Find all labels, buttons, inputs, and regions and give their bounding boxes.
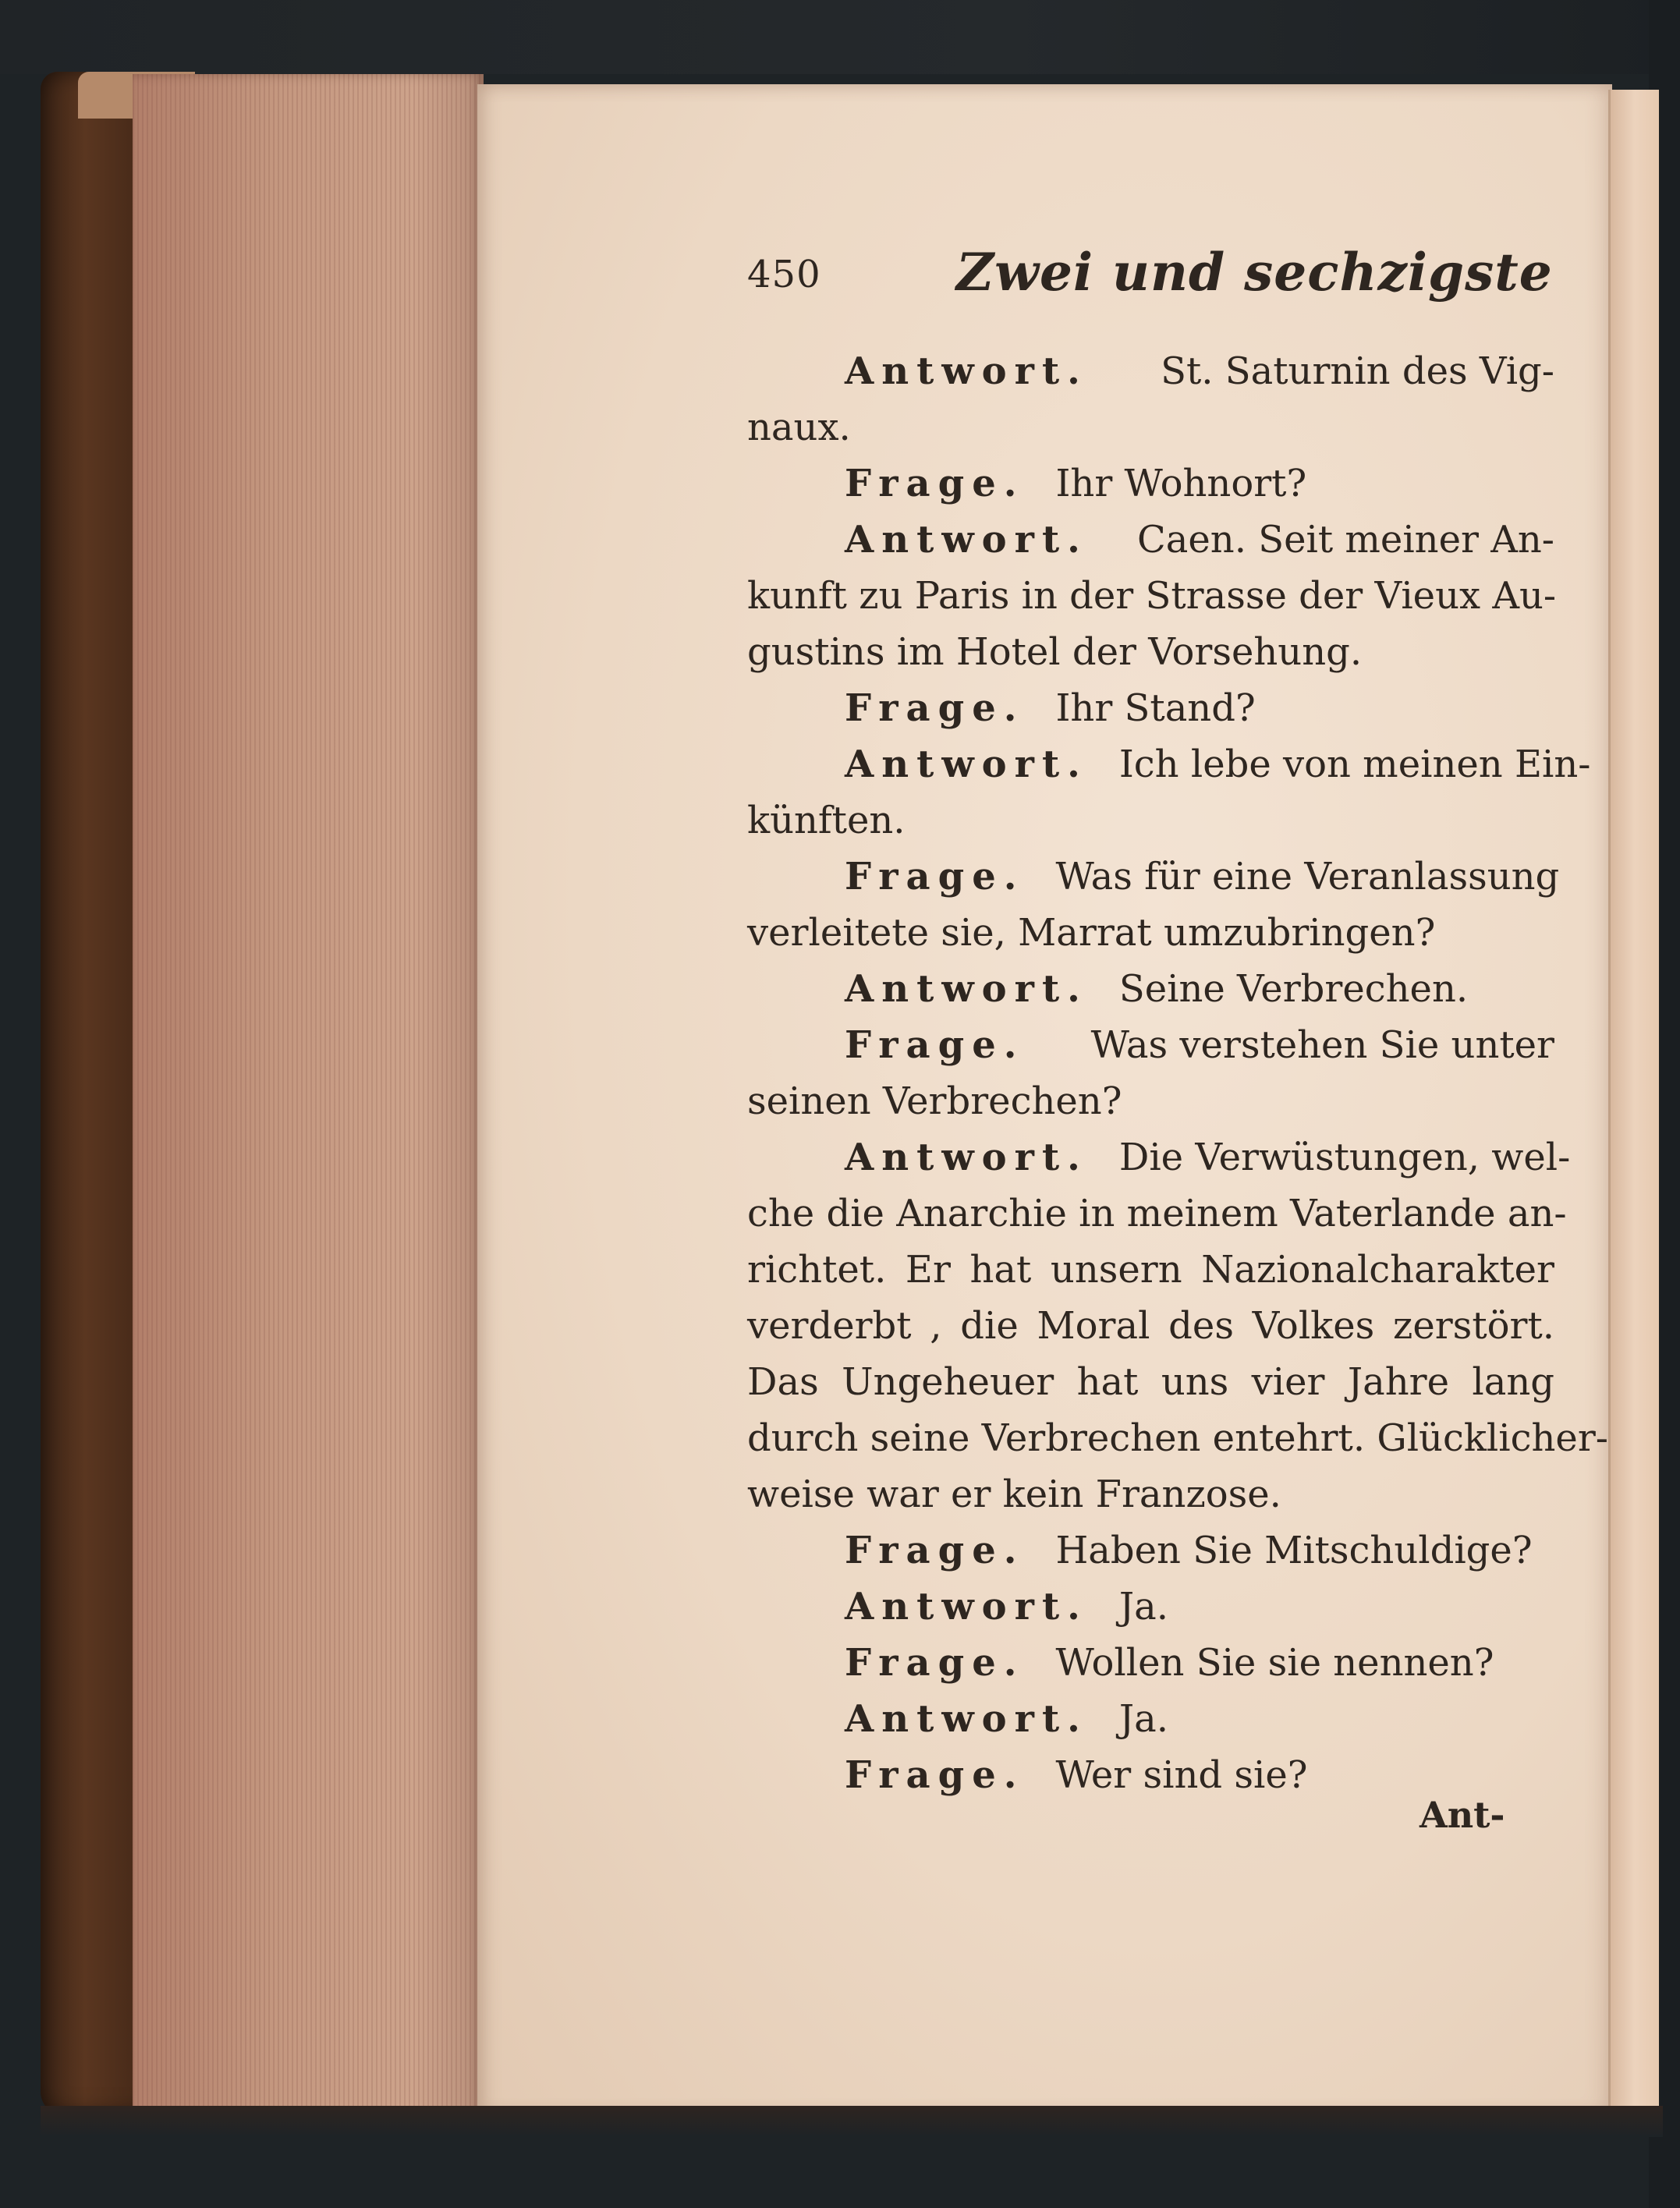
text-line bbox=[747, 792, 1554, 849]
page-number: 450 bbox=[747, 253, 821, 296]
line-text: Ja. bbox=[1118, 1697, 1168, 1741]
line-text: Was für eine Veranlassung bbox=[1055, 855, 1560, 898]
line-text: Ihr Wohnort? bbox=[1055, 462, 1307, 505]
page-body bbox=[747, 343, 1608, 1803]
text-line bbox=[747, 1635, 1554, 1691]
line-text: gustins im Hotel der Vorsehung. bbox=[747, 630, 1363, 674]
text-line bbox=[747, 568, 1557, 624]
line-text: weise war er kein Franzose. bbox=[747, 1473, 1281, 1516]
line-text: Ich lebe von meinen Ein- bbox=[1118, 742, 1591, 786]
speaker-label: Antwort. bbox=[845, 518, 1088, 562]
line-text: kunft zu Paris in der Strasse der Vieux Au- bbox=[747, 574, 1557, 618]
text-line bbox=[747, 343, 1554, 399]
text-line bbox=[747, 1298, 1554, 1354]
text-line bbox=[747, 512, 1554, 568]
line-text: Die Verwüstungen, wel- bbox=[1118, 1136, 1571, 1179]
text-line bbox=[747, 1354, 1554, 1410]
speaker-label: Antwort. bbox=[845, 349, 1088, 393]
speaker-label: Antwort. bbox=[845, 742, 1088, 786]
text-line bbox=[747, 399, 1554, 455]
speaker-label: Frage. bbox=[845, 855, 1025, 898]
text-line bbox=[747, 1466, 1554, 1522]
text-line bbox=[747, 624, 1554, 680]
text-line bbox=[747, 1129, 1571, 1186]
line-text: durch seine Verbrechen entehrt. Glücklicher- bbox=[747, 1416, 1608, 1460]
line-text: richtet. Er hat unsern Nazionalcharakter bbox=[747, 1248, 1554, 1292]
speaker-label: Frage. bbox=[845, 462, 1025, 505]
line-text: Wer sind sie? bbox=[1055, 1753, 1308, 1797]
text-line bbox=[747, 736, 1591, 792]
speaker-label: Antwort. bbox=[845, 1697, 1088, 1741]
line-text: St. Saturnin des Vig- bbox=[1161, 349, 1554, 393]
page-edges bbox=[133, 74, 484, 2118]
line-text: Seine Verbrechen. bbox=[1118, 967, 1469, 1011]
speaker-label: Antwort. bbox=[845, 1585, 1088, 1629]
text-line bbox=[747, 849, 1560, 905]
speaker-label: Frage. bbox=[845, 1023, 1025, 1067]
text-line bbox=[747, 1410, 1608, 1466]
speaker-label: Frage. bbox=[845, 1753, 1025, 1797]
speaker-label: Antwort. bbox=[845, 967, 1088, 1011]
line-text: che die Anarchie in meinem Vaterlande an- bbox=[747, 1192, 1567, 1235]
text-line bbox=[747, 1017, 1554, 1073]
running-head: Zwei und sechzigste bbox=[956, 242, 1553, 303]
line-text: Ja. bbox=[1118, 1585, 1168, 1629]
line-text: Was verstehen Sie unter bbox=[1090, 1023, 1554, 1067]
catchword: Ant- bbox=[1419, 1794, 1505, 1836]
speaker-label: Frage. bbox=[845, 1529, 1025, 1572]
speaker-label: Antwort. bbox=[845, 1136, 1088, 1179]
text-line bbox=[747, 455, 1554, 512]
speaker-label: Frage. bbox=[845, 686, 1025, 730]
speaker-label: Frage. bbox=[845, 1641, 1025, 1685]
page-header bbox=[747, 242, 1554, 312]
line-text: Ihr Stand? bbox=[1055, 686, 1256, 730]
line-text: seinen Verbrechen? bbox=[747, 1079, 1122, 1123]
bottom-shadow bbox=[41, 2106, 1663, 2137]
text-line bbox=[747, 1186, 1567, 1242]
line-text: Haben Sie Mitschuldige? bbox=[1055, 1529, 1533, 1572]
text-line bbox=[747, 1691, 1554, 1747]
text-line bbox=[747, 1522, 1554, 1579]
line-text: verderbt , die Moral des Volkes zerstört. bbox=[747, 1304, 1554, 1348]
next-page-edge bbox=[1608, 90, 1659, 2114]
text-line bbox=[747, 1073, 1554, 1129]
line-text: verleitete sie, Marrat umzubringen? bbox=[747, 911, 1436, 955]
text-line bbox=[747, 680, 1554, 736]
backdrop bbox=[0, 0, 1680, 74]
line-text: Wollen Sie sie nennen? bbox=[1055, 1641, 1494, 1685]
text-line bbox=[747, 1242, 1554, 1298]
line-text: Caen. Seit meiner An- bbox=[1137, 518, 1554, 562]
line-text: Das Ungeheuer hat uns vier Jahre lang bbox=[747, 1360, 1554, 1404]
line-text: naux. bbox=[747, 406, 851, 449]
text-line bbox=[747, 905, 1554, 961]
text-line bbox=[747, 961, 1554, 1017]
line-text: künften. bbox=[747, 799, 906, 842]
text-line bbox=[747, 1579, 1554, 1635]
